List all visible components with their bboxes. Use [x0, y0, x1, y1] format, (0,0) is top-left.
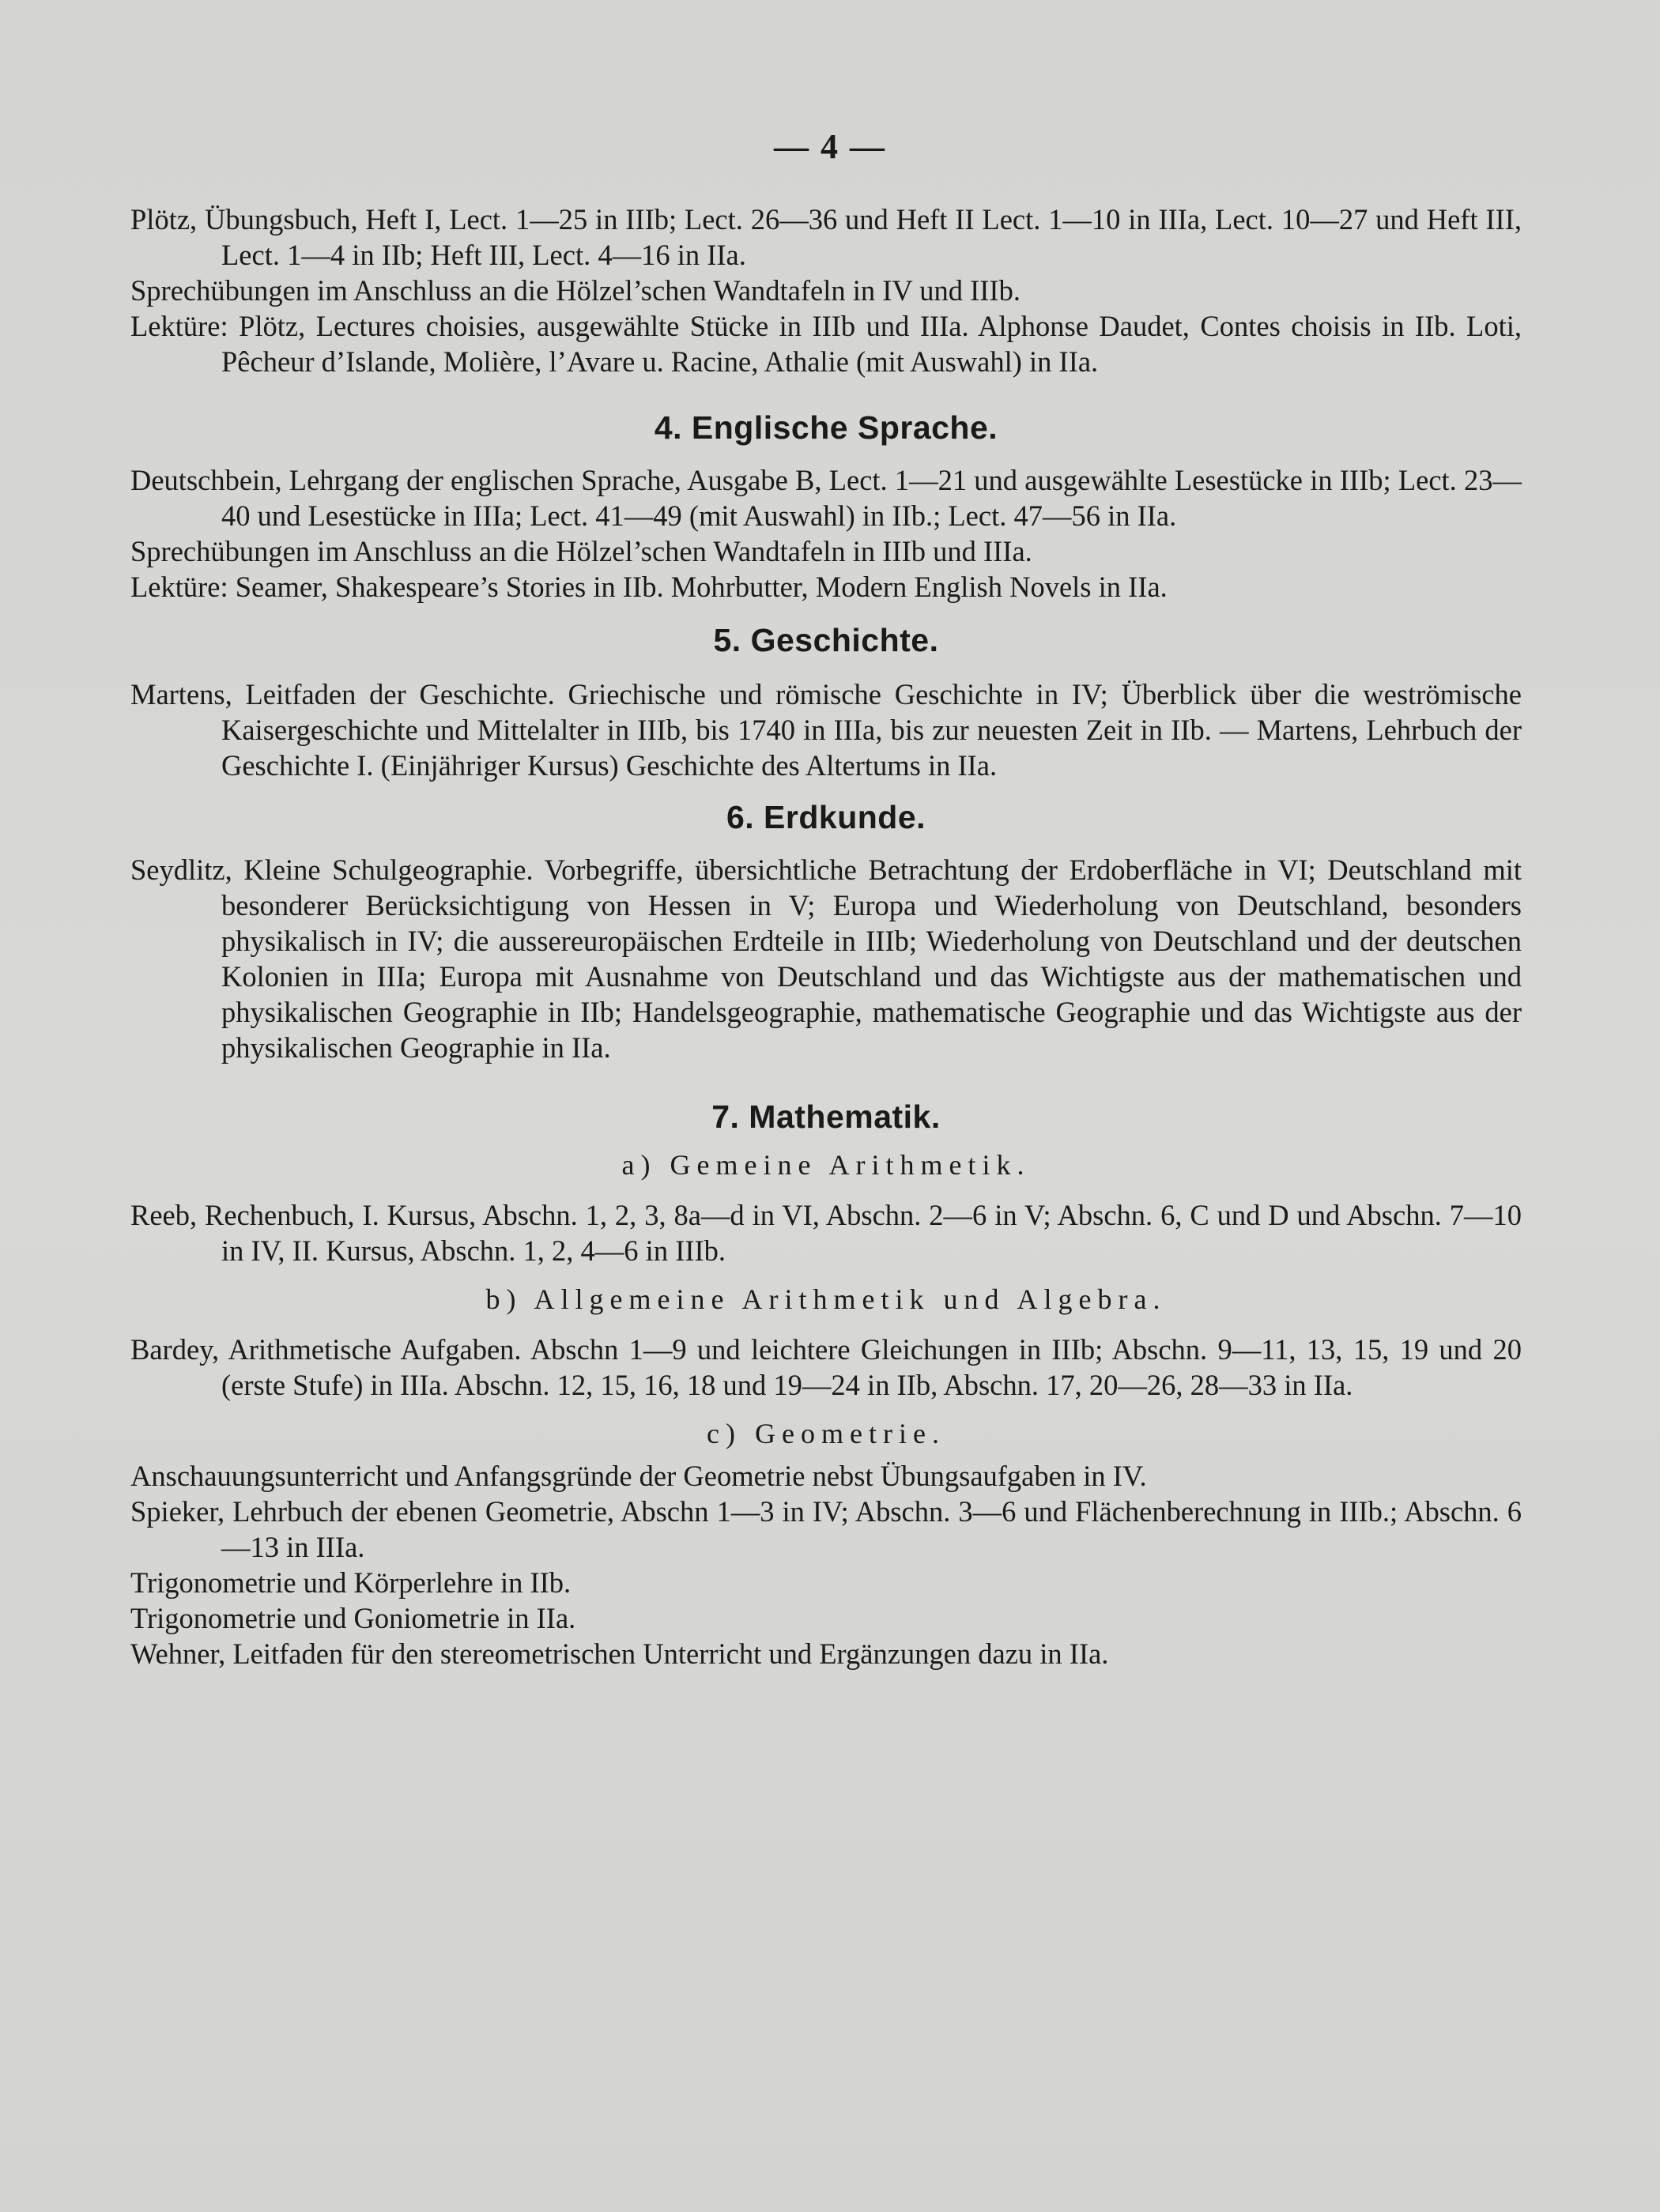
heading-mathematik: 7. Mathematik.: [711, 1098, 941, 1135]
subheading-gemeine-arithmetik: a) Gemeine Arithmetik.: [621, 1149, 1031, 1181]
math-para-b: Bardey, Arithmetische Aufgaben. Abschn 1—9 und leichtere Gleichungen in IIIb; Abschn. 9—11, 13, 15, 19 und 20 (erste Stufe) in IIIa. Abschn. 12, 15, 16, 18 und 19—24 in IIb, Abschn. 17, 20—26, 28—33 in IIa.: [130, 1333, 1522, 1401]
math-para-a: Reeb, Rechenbuch, I. Kursus, Abschn. 1, 2, 3, 8a—d in VI, Abschn. 2—6 in V; Abschn. 6, C und D und Abschn. 7—10 in IV, II. Kursus, Abschn. 1, 2, 4—6 in IIIb.: [130, 1199, 1522, 1267]
page-number: — 4 —: [774, 127, 886, 166]
page-content: [130, 202, 1522, 1671]
geography-para-1: Seydlitz, Kleine Schulgeographie. Vorbegriffe, übersichtliche Betrachtung der Erdoberfläche in VI; Deutschland mit besonderer Berücksichtigung von Hessen in V; Europa und Wiederholung von Deutschland, besonders physikalisch in IV; die aussereuropäischen Erdteile in IIIb; Wiederholung von Deutschland und der deutschen Kolonien in IIIa; Europa mit Ausnahme von Deutschland und das Wichtigste aus der mathematischen und physikalischen Geographie in IIb; Handelsgeographie, mathematische Geographie und das Wichtigste aus der physikalischen Geographie in IIa.: [130, 854, 1522, 1064]
english-para-2: Sprechübungen im Anschluss an die Hölzel’schen Wandtafeln in IIIb und IIIa.: [130, 535, 1032, 567]
subheading-allgemeine-arithmetik: b) Allgemeine Arithmetik und Algebra.: [485, 1283, 1167, 1315]
english-para-1: Deutschbein, Lehrgang der englischen Sprache, Ausgabe B, Lect. 1—21 und ausgewählte Lesestücke in IIIb; Lect. 23—40 und Lesestücke in IIIa; Lect. 41—49 (mit Auswahl) in IIb.; Lect. 47—56 in IIa.: [130, 464, 1522, 532]
geometry-para-4: Trigonometrie und Goniometrie in IIa.: [130, 1602, 576, 1634]
history-para-1: Martens, Leitfaden der Geschichte. Griechische und römische Geschichte in IV; Überblick über die weströmische Kaisergeschichte und Mittelalter in IIIb, bis 1740 in IIIa, bis zur neuesten Zeit in IIb. — Martens, Lehrbuch der Geschichte I. (Einjähriger Kursus) Geschichte des Altertums in IIa.: [130, 678, 1522, 782]
french-para-1: Plötz, Übungsbuch, Heft I, Lect. 1—25 in IIIb; Lect. 26—36 und Heft II Lect. 1—10 in IIIa, Lect. 10—27 und Heft III, Lect. 1—4 in IIb; Heft III, Lect. 4—16 in IIa.: [130, 203, 1522, 271]
french-para-2: Sprechübungen im Anschluss an die Hölzel’schen Wandtafeln in IV und IIIb.: [130, 274, 1021, 307]
heading-geschichte: 5. Geschichte.: [713, 622, 939, 658]
subheading-geometrie: c) Geometrie.: [707, 1418, 945, 1449]
heading-erdkunde: 6. Erdkunde.: [726, 799, 926, 835]
english-para-3: Lektüre: Seamer, Shakespeare’s Stories in IIb. Mohrbutter, Modern English Novels in IIa.: [130, 571, 1168, 603]
french-para-3: Lektüre: Plötz, Lectures choisies, ausgewählte Stücke in IIIb und IIIa. Alphonse Daudet, Contes choisis in IIb. Loti, Pêcheur d’Islande, Molière, l’Avare u. Racine, Athalie (mit Auswahl) in IIa.: [130, 310, 1522, 378]
heading-englische-sprache: 4. Englische Sprache.: [654, 409, 998, 446]
geometry-para-5: Wehner, Leitfaden für den stereometrischen Unterricht und Ergänzungen dazu in IIa.: [130, 1637, 1109, 1670]
geometry-para-2: Spieker, Lehrbuch der ebenen Geometrie, Abschn 1—3 in IV; Abschn. 3—6 und Flächenberechnung in IIIb.; Abschn. 6—13 in IIIa.: [130, 1495, 1522, 1563]
geometry-para-1: Anschauungsunterricht und Anfangsgründe der Geometrie nebst Übungsaufgaben in IV.: [130, 1460, 1147, 1492]
geometry-para-3: Trigonometrie und Körperlehre in IIb.: [130, 1566, 572, 1599]
